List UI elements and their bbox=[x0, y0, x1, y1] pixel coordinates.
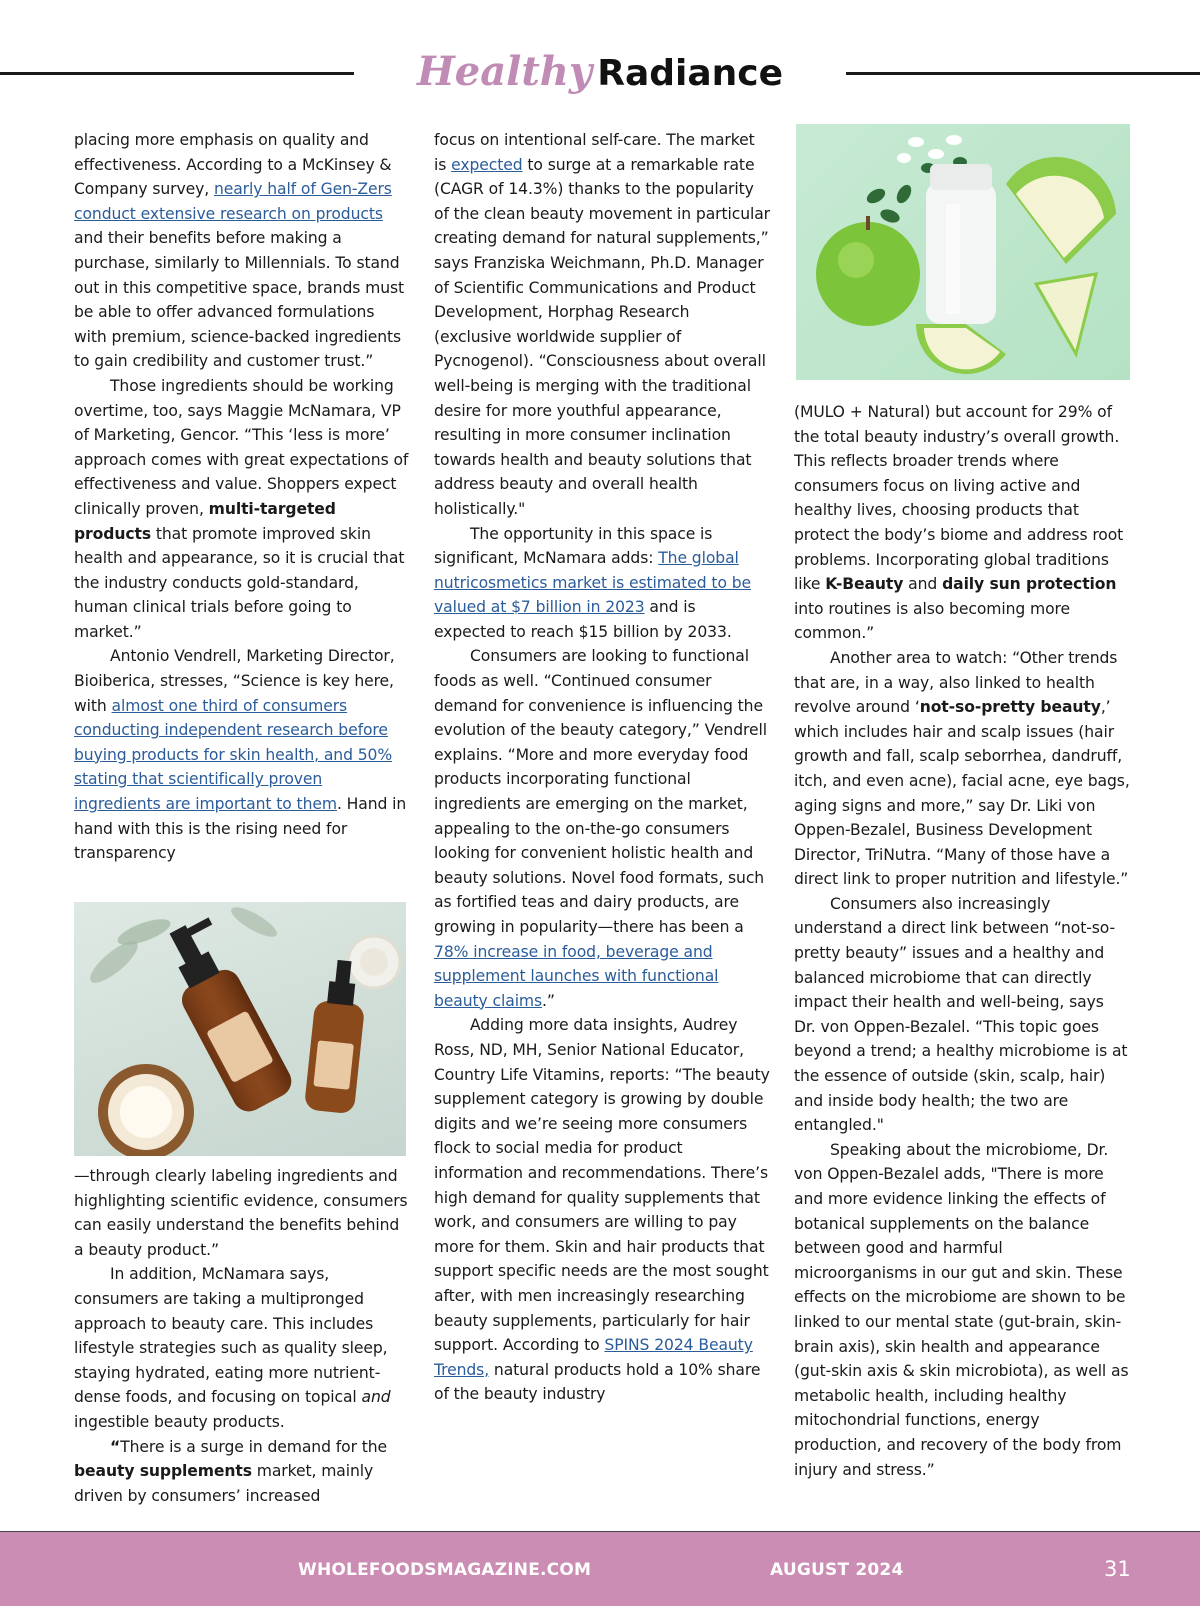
text: The opportunity in this space is significant, McNamara adds: bbox=[434, 524, 713, 568]
text: There is a surge in demand for the bbox=[120, 1437, 388, 1456]
link-nutricosmetics-market[interactable]: The global nutricosmetics market is estimated to be valued at $7 billion in 2023 bbox=[434, 549, 752, 617]
skincare-bottles-photo bbox=[74, 902, 406, 1156]
section-title-bold: Radiance bbox=[597, 53, 784, 94]
paragraph bbox=[434, 1013, 770, 1407]
page-header bbox=[0, 48, 1200, 104]
text: market, mainly driven by consumers’ increased bbox=[74, 1462, 374, 1505]
paragraph bbox=[434, 644, 770, 1013]
link-expected[interactable]: expected bbox=[451, 155, 523, 174]
paragraph bbox=[794, 646, 1130, 892]
page-footer bbox=[0, 1531, 1200, 1606]
text: into routines is also becoming more common.” bbox=[794, 599, 1071, 643]
bold-text: multi-targeted products bbox=[74, 499, 336, 543]
footer-issue-date: AUGUST 2024 bbox=[770, 1560, 904, 1580]
article-column-1 bbox=[74, 128, 410, 866]
text: . Hand in hand with this is the rising need for transparency bbox=[74, 795, 407, 863]
text: Antonio Vendrell, Marketing Director, Bioiberica, stresses, “Science is key here, with bbox=[74, 647, 395, 715]
green-apples-photo bbox=[796, 124, 1130, 380]
link-consumer-research[interactable]: almost one third of consumers conducting independent research before buying products for skin health, and 50% stating that scientifically proven ingredients are important to them bbox=[74, 696, 393, 814]
text: focus on intentional self-care. The market is bbox=[434, 131, 755, 174]
paragraph bbox=[74, 128, 410, 374]
text: ,’ which includes hair and scalp issues (hair growth and fall, scalp seborrhea, dandruff, itch, and even acne), facial acne, eye bags, aging signs and more,” say Dr. Liki von Oppen-Bezalel, Business Development Director, TriNutra. “Many of those have a direct link to proper nutrition and lifestyle.” bbox=[794, 698, 1130, 889]
text: to surge at a remarkable rate (CAGR of 14.3%) thanks to the popularity of the clean beauty movement in particular creating demand for natural supplements,” says Franziska Weichmann, Ph.D. Manager of Scientific Communications and Product Development, Horphag Research (exclusive worldwide supplier of Pycnogenol). “Consciousness about overall well-being is merging with the traditional desire for more youthful appearance, resulting in more consumer inclination towards health and beauty solutions that address beauty and overall health holistically." bbox=[434, 155, 770, 518]
section-title bbox=[354, 48, 846, 95]
link-functional-beauty-claims[interactable]: 78% increase in food, beverage and supplement launches with functional beauty claims bbox=[434, 942, 719, 1010]
text: and is expected to reach $15 billion by 2033. bbox=[434, 598, 732, 641]
text: Adding more data insights, Audrey Ross, ND, MH, Senior National Educator, Country Life Vitamins, reports: “The beauty supplement category is growing by double digits and we’re seeing more consumers flock to social media for product information and recommendations. There’s high demand for quality supplements that work, and consumers are willing to pay more for them. Skin and hair products that support specific needs are the most sought after, with men increasingly researching beauty supplements, particularly for hair support. According to bbox=[434, 1016, 770, 1355]
text: ingestible beauty products. bbox=[74, 1412, 285, 1431]
text: (MULO + Natural) but account for 29% of the total beauty industry’s overall growth. This reflects broader trends where consumers focus on living active and healthy lives, choosing products that protect the body’s biome and address root problems. Incorporating global traditions like bbox=[794, 403, 1124, 594]
text: Consumers are looking to functional foods as well. “Continued consumer demand for convenience is influencing the evolution of the beauty category,” Vendrell explains. “More and more everyday food products incorporating functional ingredients are emerging on the market, appealing to the on-the-go consumers looking for convenient holistic health and beauty solutions. Novel food formats, such as fortified teas and dairy products, are growing in popularity—there has been a bbox=[434, 647, 767, 936]
paragraph bbox=[74, 644, 410, 865]
footer-website: WHOLEFOODSMAGAZINE.COM bbox=[298, 1560, 592, 1580]
text: Speaking about the microbiome, Dr. von Oppen-Bezalel adds, "There is more and more evidence linking the effects of botanical supplements on the balance between good and harmful microorganisms in our gut and skin. These effects on the microbiome are shown to be linked to our mental state (gut-brain, skin-brain axis), skin health and appearance (gut-skin axis & skin microbiota), as well as metabolic health, including healthy mitochondrial functions, energy production, and recovery of the body from injury and stress.” bbox=[794, 1140, 1129, 1479]
text: .” bbox=[542, 991, 555, 1010]
article-column-1-continued bbox=[74, 1164, 410, 1508]
paragraph bbox=[434, 128, 770, 522]
text: —through clearly labeling ingredients and highlighting scientific evidence, consumers can easily understand the benefits behind a beauty product.” bbox=[74, 1167, 408, 1259]
bold-text: “ bbox=[110, 1437, 121, 1456]
header-rule-right bbox=[846, 72, 1200, 75]
paragraph bbox=[74, 1435, 410, 1509]
text: and their benefits before making a purchase, similarly to Millennials. To stand out in this competitive space, brands must be able to offer advanced formulations with premium, science-backed ingredients to gain credibility and customer trust.” bbox=[74, 229, 405, 371]
green-apples-illustration bbox=[796, 124, 1130, 380]
paragraph bbox=[794, 892, 1130, 1138]
text: Those ingredients should be working overtime, too, says Maggie McNamara, VP of Marketing, Gencor. “This ‘less is more’ approach comes with great expectations of effectiveness and value. Shoppers expect clinically proven, bbox=[74, 376, 409, 518]
bold-text: beauty supplements bbox=[74, 1462, 252, 1481]
skincare-bottles-illustration bbox=[74, 902, 406, 1156]
text: placing more emphasis on quality and effectiveness. According to a McKinsey & Company survey, bbox=[74, 131, 392, 199]
paragraph bbox=[74, 374, 410, 645]
bold-text: K-Beauty bbox=[825, 575, 904, 594]
link-spins-beauty-trends[interactable]: SPINS 2024 Beauty Trends, bbox=[434, 1336, 753, 1379]
section-title-italic: Healthy bbox=[416, 48, 593, 95]
page-number: 31 bbox=[1104, 1557, 1131, 1581]
paragraph bbox=[434, 522, 770, 645]
text: natural products hold a 10% share of the beauty industry bbox=[434, 1360, 761, 1404]
text: In addition, McNamara says, consumers are taking a multipronged approach to beauty care. This includes lifestyle strategies such as quality sleep, staying hydrated, eating more nutrient-dense foods, and focusing on topical bbox=[74, 1265, 388, 1407]
paragraph bbox=[74, 1262, 410, 1434]
paragraph bbox=[794, 400, 1130, 646]
text: and bbox=[903, 575, 943, 594]
text: Consumers also increasingly understand a direct link between “not-so-pretty beauty” issues and a healthy and balanced microbiome that can directly impact their health and well-being, says Dr. von Oppen-Bezalel. “This topic goes beyond a trend; a healthy microbiome is at the essence of outside (skin, scalp, hair) and inside body health; the two are entangled." bbox=[794, 894, 1128, 1135]
link-genz-research[interactable]: nearly half of Gen-Zers conduct extensive research on products bbox=[74, 180, 392, 223]
bold-text: daily sun protection bbox=[942, 575, 1117, 594]
paragraph bbox=[74, 1164, 410, 1262]
text: that promote improved skin health and appearance, so it is crucial that the industry conducts gold-standard, human clinical trials before going to market.” bbox=[74, 524, 405, 641]
italic-text: and bbox=[361, 1388, 391, 1407]
bold-text: not-so-pretty beauty bbox=[919, 698, 1101, 717]
paragraph bbox=[794, 1138, 1130, 1482]
header-rule-left bbox=[0, 72, 354, 75]
text: Another area to watch: “Other trends that are, in a way, also linked to health revolve around ‘ bbox=[794, 648, 1118, 717]
article-column-3 bbox=[794, 400, 1130, 1482]
article-column-2 bbox=[434, 128, 770, 1407]
